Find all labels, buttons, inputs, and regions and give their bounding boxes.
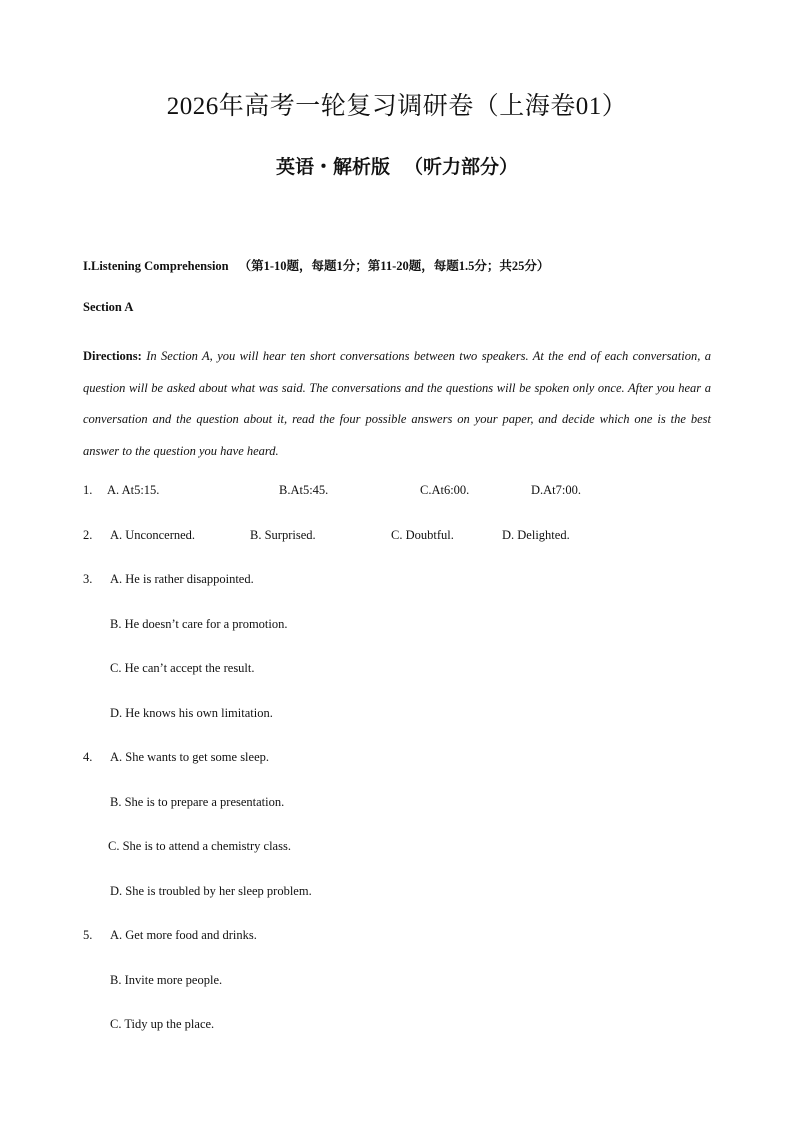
question-number: 2.	[83, 528, 93, 542]
question-number: 5.	[83, 928, 93, 942]
section-title: Section A	[83, 300, 134, 314]
question-number: 4.	[83, 750, 93, 764]
option-2c: C. Doubtful.	[391, 528, 454, 542]
subtitle-main: 英语・解析版	[275, 157, 390, 178]
option-1c: C.At6:00.	[420, 483, 470, 497]
part-heading	[83, 256, 549, 274]
exam-subtitle	[0, 152, 794, 179]
directions-paragraph	[83, 341, 711, 467]
option-5c: C. Tidy up the place.	[110, 1017, 215, 1031]
option-3d: D. He knows his own limitation.	[110, 706, 273, 720]
question-number: 3.	[83, 572, 93, 586]
option-5b: B. Invite more people.	[110, 973, 223, 987]
option-2b: B. Surprised.	[250, 528, 316, 542]
directions-text: In Section A, you will hear ten short conversations between two speakers. At the end of each conversation, a question will be asked about what was said. The conversations and the questions will be spoken only once. After you hear a conversation and the question about it, read the four possible answers on your paper, and decide which one is the best answer to the question you have heard.	[83, 349, 711, 458]
option-4c: C. She is to attend a chemistry class.	[108, 839, 291, 853]
option-1a: A. At5:15.	[107, 483, 160, 497]
option-2a: A. Unconcerned.	[110, 528, 196, 542]
option-4a: A. She wants to get some sleep.	[110, 750, 270, 764]
option-1b: B.At5:45.	[279, 483, 329, 497]
part-title: I.Listening Comprehension	[83, 259, 229, 273]
directions-lead: Directions:	[83, 349, 142, 363]
option-3c: C. He can’t accept the result.	[110, 661, 255, 675]
option-4b: B. She is to prepare a presentation.	[110, 795, 285, 809]
part-scoring: （第1-10题，每题1分；第11-20题，每题1.5分；共25分）	[238, 259, 550, 273]
question-number: 1.	[83, 483, 93, 497]
subtitle-note: （听力部分）	[404, 157, 519, 178]
option-2d: D. Delighted.	[502, 528, 570, 542]
exam-title: 2026年高考一轮复习调研卷（上海卷01）	[166, 93, 628, 120]
option-5a: A. Get more food and drinks.	[110, 928, 257, 942]
option-1d: D.At7:00.	[531, 483, 581, 497]
option-3a: A. He is rather disappointed.	[110, 572, 254, 586]
option-4d: D. She is troubled by her sleep problem.	[110, 884, 312, 898]
option-3b: B. He doesn’t care for a promotion.	[110, 617, 288, 631]
